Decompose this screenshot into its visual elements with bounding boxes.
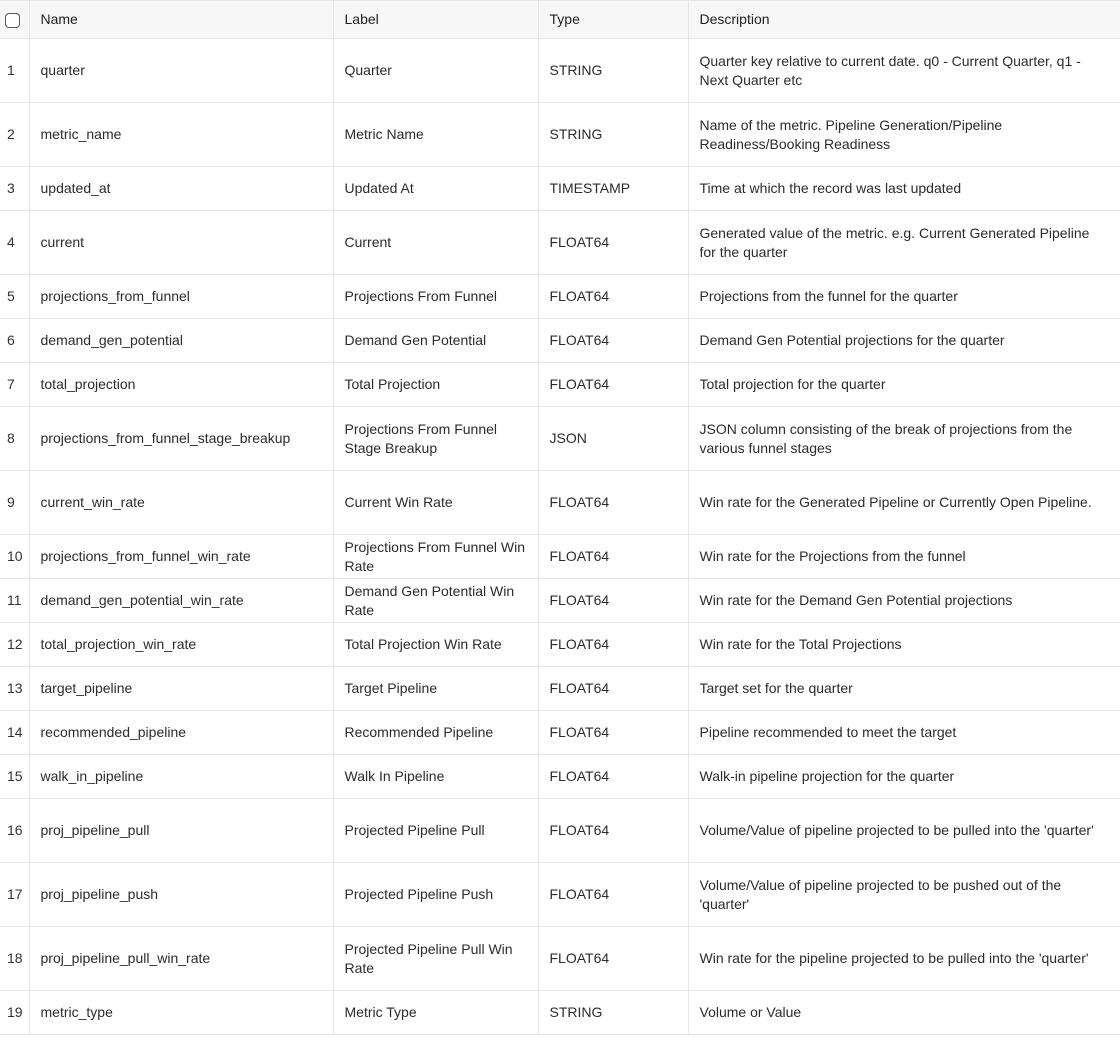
row-index: 15 bbox=[0, 755, 29, 799]
table-row[interactable] bbox=[0, 991, 1120, 1035]
table-row[interactable] bbox=[0, 103, 1120, 167]
cell-description: Walk-in pipeline projection for the quarter bbox=[688, 755, 1120, 799]
cell-type: FLOAT64 bbox=[538, 275, 688, 319]
cell-type: STRING bbox=[538, 39, 688, 103]
cell-type: STRING bbox=[538, 103, 688, 167]
table-row[interactable] bbox=[0, 407, 1120, 471]
cell-type: FLOAT64 bbox=[538, 667, 688, 711]
cell-label: Walk In Pipeline bbox=[333, 755, 538, 799]
cell-name: projections_from_funnel_win_rate bbox=[29, 535, 333, 579]
cell-name: total_projection_win_rate bbox=[29, 623, 333, 667]
cell-name: demand_gen_potential_win_rate bbox=[29, 579, 333, 623]
cell-description: Demand Gen Potential projections for the quarter bbox=[688, 319, 1120, 363]
cell-name: total_projection bbox=[29, 363, 333, 407]
cell-label: Projected Pipeline Push bbox=[333, 863, 538, 927]
table-row[interactable] bbox=[0, 927, 1120, 991]
cell-description: Win rate for the Total Projections bbox=[688, 623, 1120, 667]
cell-type: FLOAT64 bbox=[538, 579, 688, 623]
row-index: 18 bbox=[0, 927, 29, 991]
cell-type: FLOAT64 bbox=[538, 319, 688, 363]
column-header-label[interactable]: Label bbox=[333, 1, 538, 39]
cell-label: Total Projection Win Rate bbox=[333, 623, 538, 667]
cell-type: FLOAT64 bbox=[538, 623, 688, 667]
table-row[interactable] bbox=[0, 863, 1120, 927]
cell-label: Projections From Funnel Win Rate bbox=[333, 535, 538, 579]
cell-name: projections_from_funnel bbox=[29, 275, 333, 319]
row-index: 7 bbox=[0, 363, 29, 407]
cell-description: Volume/Value of pipeline projected to be pushed out of the 'quarter' bbox=[688, 863, 1120, 927]
cell-name: updated_at bbox=[29, 167, 333, 211]
cell-name: metric_name bbox=[29, 103, 333, 167]
row-index: 4 bbox=[0, 211, 29, 275]
cell-label: Current Win Rate bbox=[333, 471, 538, 535]
cell-label: Metric Type bbox=[333, 991, 538, 1035]
cell-label: Current bbox=[333, 211, 538, 275]
row-index: 10 bbox=[0, 535, 29, 579]
cell-name: metric_type bbox=[29, 991, 333, 1035]
cell-label: Updated At bbox=[333, 167, 538, 211]
cell-type: FLOAT64 bbox=[538, 863, 688, 927]
cell-name: proj_pipeline_pull bbox=[29, 799, 333, 863]
table-row[interactable] bbox=[0, 167, 1120, 211]
row-index: 14 bbox=[0, 711, 29, 755]
column-header-type[interactable]: Type bbox=[538, 1, 688, 39]
cell-label: Projections From Funnel bbox=[333, 275, 538, 319]
cell-label: Quarter bbox=[333, 39, 538, 103]
cell-type: FLOAT64 bbox=[538, 535, 688, 579]
cell-name: proj_pipeline_push bbox=[29, 863, 333, 927]
cell-type: STRING bbox=[538, 991, 688, 1035]
cell-description: Generated value of the metric. e.g. Current Generated Pipeline for the quarter bbox=[688, 211, 1120, 275]
cell-type: FLOAT64 bbox=[538, 471, 688, 535]
column-header-description[interactable]: Description bbox=[688, 1, 1120, 39]
row-index: 17 bbox=[0, 863, 29, 927]
cell-description: Target set for the quarter bbox=[688, 667, 1120, 711]
cell-label: Recommended Pipeline bbox=[333, 711, 538, 755]
cell-description: Pipeline recommended to meet the target bbox=[688, 711, 1120, 755]
row-index: 2 bbox=[0, 103, 29, 167]
table-row[interactable] bbox=[0, 275, 1120, 319]
header-row bbox=[0, 1, 1120, 39]
cell-label: Projected Pipeline Pull Win Rate bbox=[333, 927, 538, 991]
column-header-name[interactable]: Name bbox=[29, 1, 333, 39]
cell-name: quarter bbox=[29, 39, 333, 103]
cell-name: target_pipeline bbox=[29, 667, 333, 711]
row-index: 1 bbox=[0, 39, 29, 103]
cell-label: Projections From Funnel Stage Breakup bbox=[333, 407, 538, 471]
row-index: 11 bbox=[0, 579, 29, 623]
table-row[interactable] bbox=[0, 363, 1120, 407]
cell-type: FLOAT64 bbox=[538, 799, 688, 863]
table-row[interactable] bbox=[0, 755, 1120, 799]
cell-description: Win rate for the Demand Gen Potential projections bbox=[688, 579, 1120, 623]
table-row[interactable] bbox=[0, 579, 1120, 623]
table-row[interactable] bbox=[0, 711, 1120, 755]
cell-type: FLOAT64 bbox=[538, 711, 688, 755]
cell-label: Demand Gen Potential bbox=[333, 319, 538, 363]
cell-type: FLOAT64 bbox=[538, 211, 688, 275]
select-all-cell bbox=[0, 1, 29, 39]
select-all-checkbox[interactable] bbox=[5, 13, 20, 28]
cell-name: demand_gen_potential bbox=[29, 319, 333, 363]
row-index: 3 bbox=[0, 167, 29, 211]
cell-label: Demand Gen Potential Win Rate bbox=[333, 579, 538, 623]
cell-description: Win rate for the pipeline projected to be pulled into the 'quarter' bbox=[688, 927, 1120, 991]
table-row[interactable] bbox=[0, 471, 1120, 535]
table-body bbox=[0, 39, 1120, 1035]
row-index: 5 bbox=[0, 275, 29, 319]
cell-description: Volume/Value of pipeline projected to be pulled into the 'quarter' bbox=[688, 799, 1120, 863]
cell-name: current bbox=[29, 211, 333, 275]
row-index: 8 bbox=[0, 407, 29, 471]
cell-type: FLOAT64 bbox=[538, 363, 688, 407]
cell-description: Time at which the record was last updated bbox=[688, 167, 1120, 211]
table-row[interactable] bbox=[0, 39, 1120, 103]
cell-description: Quarter key relative to current date. q0 - Current Quarter, q1 - Next Quarter etc bbox=[688, 39, 1120, 103]
row-index: 6 bbox=[0, 319, 29, 363]
cell-type: TIMESTAMP bbox=[538, 167, 688, 211]
table-row[interactable] bbox=[0, 211, 1120, 275]
cell-description: Win rate for the Generated Pipeline or Currently Open Pipeline. bbox=[688, 471, 1120, 535]
row-index: 16 bbox=[0, 799, 29, 863]
cell-type: FLOAT64 bbox=[538, 755, 688, 799]
cell-label: Total Projection bbox=[333, 363, 538, 407]
row-index: 9 bbox=[0, 471, 29, 535]
cell-description: JSON column consisting of the break of projections from the various funnel stages bbox=[688, 407, 1120, 471]
cell-type: JSON bbox=[538, 407, 688, 471]
cell-description: Name of the metric. Pipeline Generation/Pipeline Readiness/Booking Readiness bbox=[688, 103, 1120, 167]
cell-name: walk_in_pipeline bbox=[29, 755, 333, 799]
cell-label: Metric Name bbox=[333, 103, 538, 167]
cell-description: Volume or Value bbox=[688, 991, 1120, 1035]
cell-type: FLOAT64 bbox=[538, 927, 688, 991]
cell-label: Target Pipeline bbox=[333, 667, 538, 711]
row-index: 13 bbox=[0, 667, 29, 711]
row-index: 19 bbox=[0, 991, 29, 1035]
table-row[interactable] bbox=[0, 319, 1120, 363]
cell-name: projections_from_funnel_stage_breakup bbox=[29, 407, 333, 471]
table-row[interactable] bbox=[0, 535, 1120, 579]
cell-description: Win rate for the Projections from the funnel bbox=[688, 535, 1120, 579]
cell-description: Projections from the funnel for the quarter bbox=[688, 275, 1120, 319]
cell-name: current_win_rate bbox=[29, 471, 333, 535]
table-row[interactable] bbox=[0, 667, 1120, 711]
cell-label: Projected Pipeline Pull bbox=[333, 799, 538, 863]
row-index: 12 bbox=[0, 623, 29, 667]
table-row[interactable] bbox=[0, 623, 1120, 667]
cell-name: proj_pipeline_pull_win_rate bbox=[29, 927, 333, 991]
table-row[interactable] bbox=[0, 799, 1120, 863]
cell-name: recommended_pipeline bbox=[29, 711, 333, 755]
cell-description: Total projection for the quarter bbox=[688, 363, 1120, 407]
